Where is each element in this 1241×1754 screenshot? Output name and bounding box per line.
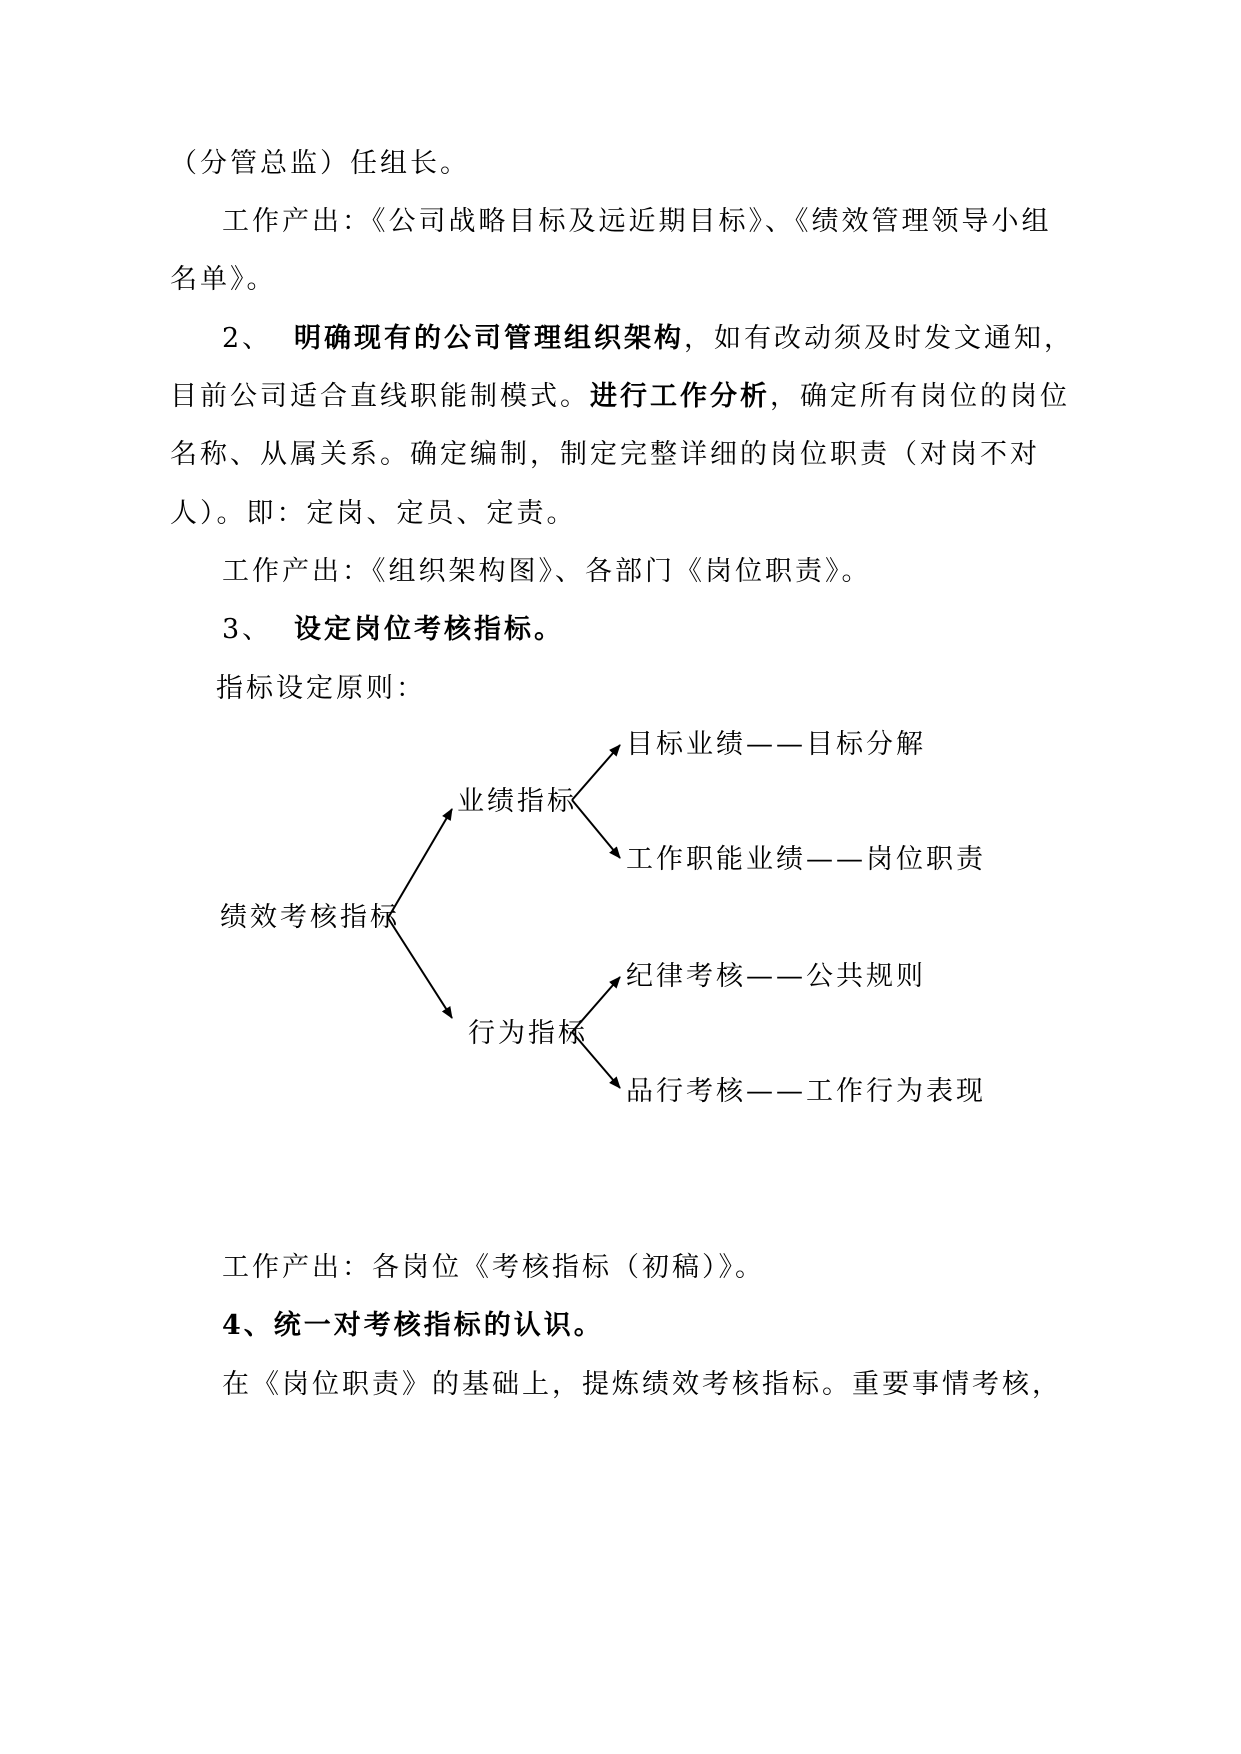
diagram-leaf-conduct: 品行考核——工作行为表现 <box>626 1076 986 1107</box>
diagram-root-label: 绩效考核指标 <box>220 902 400 933</box>
item-number-2: 2、 <box>222 323 273 354</box>
text-line-10: 指标设定原则： <box>216 673 426 704</box>
bold-heading-job-analysis: 进行工作分析 <box>590 381 770 412</box>
bold-heading-set-indicators: 设定岗位考核指标。 <box>294 614 564 645</box>
bold-heading-unify-understanding: 4、统一对考核指标的认识。 <box>222 1310 604 1341</box>
text-line-6: 名称、从属关系。确定编制，制定完整详细的岗位职责（对岗不对 <box>170 439 1040 470</box>
diagram-branch-behavior: 行为指标 <box>468 1018 588 1049</box>
diagram-leaf-function-performance: 工作职能业绩——岗位职责 <box>626 844 986 875</box>
text-line-4: 2、 明确现有的公司管理组织架构，如有改动须及时发文通知， <box>222 321 1074 357</box>
diagram-leaf-target-performance: 目标业绩——目标分解 <box>626 729 926 760</box>
text-line-1: （分管总监）任组长。 <box>170 148 470 179</box>
arrow-branch1-to-leaf1 <box>572 745 620 800</box>
item-number-3: 3、 <box>222 614 273 645</box>
text-line-2: 工作产出：《公司战略目标及远近期目标》、《绩效管理领导小组 <box>222 206 1052 237</box>
text-line-11: 工作产出：各岗位《考核指标（初稿）》。 <box>222 1252 765 1283</box>
text-line-3: 名单》。 <box>170 264 277 295</box>
text-line-5: 目前公司适合直线职能制模式。进行工作分析，确定所有岗位的岗位 <box>170 381 1070 412</box>
diagram-branch-performance: 业绩指标 <box>457 786 577 817</box>
text-line-13: 在《岗位职责》的基础上，提炼绩效考核指标。重要事情考核， <box>222 1369 1062 1400</box>
text-line-7: 人）。即：定岗、定员、定责。 <box>170 498 577 529</box>
arrow-branch1-to-leaf2 <box>572 800 620 858</box>
bold-heading-org-structure: 明确现有的公司管理组织架构 <box>294 323 684 354</box>
diagram-leaf-discipline: 纪律考核——公共规则 <box>626 961 926 992</box>
text-line-8: 工作产出：《组织架构图》、各部门《岗位职责》。 <box>222 556 872 587</box>
